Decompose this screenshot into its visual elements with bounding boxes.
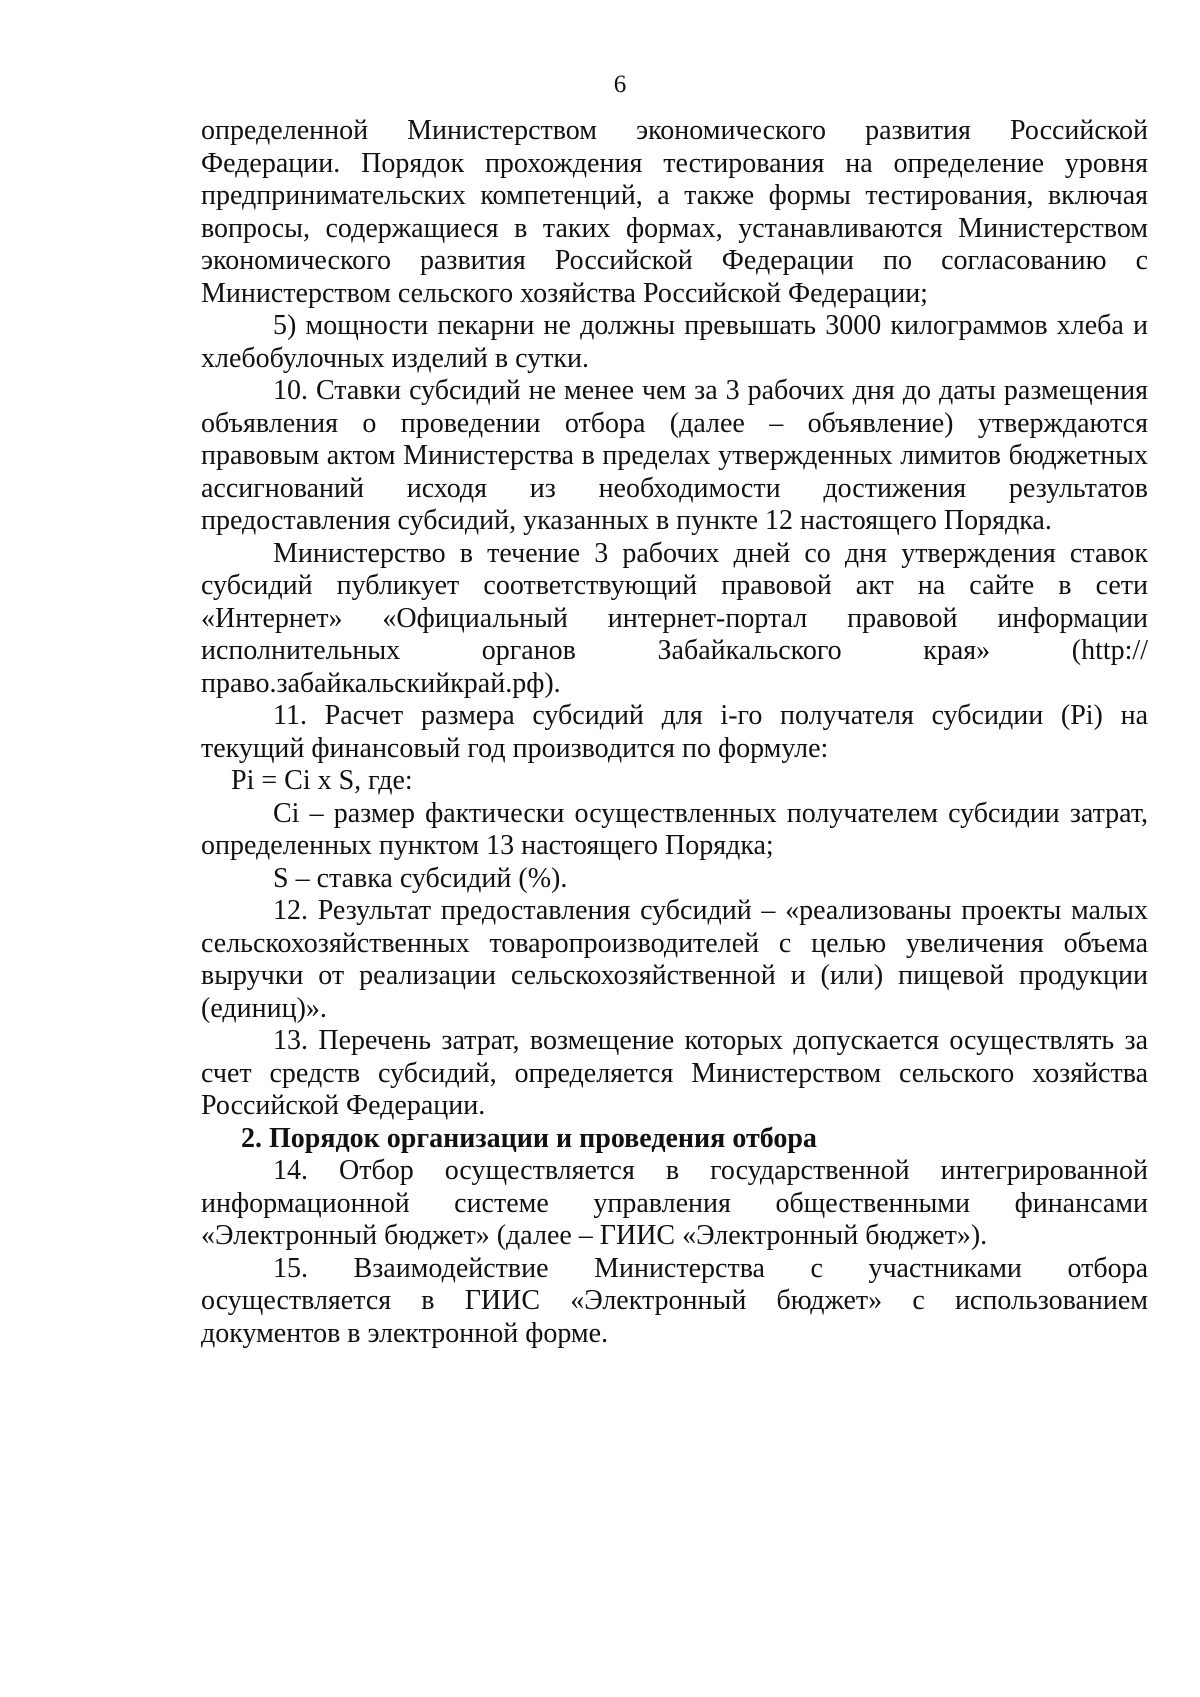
section-heading: 2. Порядок организации и проведения отбора: [241, 1122, 817, 1154]
paragraph-ci-definition: Ci – размер фактически осуществленных получателем субсидии затрат, определенных пунктом 13 настоящего Порядка;: [201, 797, 1148, 861]
paragraph-14: 14. Отбор осуществляется в государственной интегрированной информационной системе управления общественными финансами «Электронный бюджет» (далее – ГИИС «Электронный бюджет»).: [201, 1155, 1148, 1251]
formula: Pi = Ci x S, где:: [231, 765, 413, 796]
paragraph-publication: Министерство в течение 3 рабочих дней со дня утверждения ставок субсидий публикует соответствующий правовой акт на сайте в сети «Интернет» «Официальный интернет-портал правовой информации исполнительных органов Забайкальского края» (http://право.забайкальскийкрай.рф).: [201, 537, 1148, 699]
paragraph-15: 15. Взаимодействие Министерства с участниками отбора осуществляется в ГИИС «Электронный бюджет» с использованием документов в электронной форме.: [201, 1252, 1148, 1349]
page-number: 6: [613, 71, 627, 98]
paragraph-item-5: 5) мощности пекарни не должны превышать 3000 килограммов хлеба и хлебобулочных изделий в сутки.: [201, 310, 1148, 374]
paragraph-12: 12. Результат предоставления субсидий – «реализованы проекты малых сельскохозяйственных товаропроизводителей с целью увеличения объема выручки от реализации сельскохозяйственной и (или) пищевой продукции (единиц)».: [201, 895, 1148, 1024]
document-body: [201, 115, 1148, 1350]
paragraph-10: 10. Ставки субсидий не менее чем за 3 рабочих дня до даты размещения объявления о проведении отбора (далее – объявление) утверждаются правовым актом Министерства в пределах утвержденных лимитов бюджетных ассигнований исходя из необходимости достижения результатов предоставления субсидий, указанных в пункте 12 настоящего Порядка.: [201, 375, 1148, 536]
paragraph-continuation: определенной Министерством экономического развития Российской Федерации. Порядок прохождения тестирования на определение уровня предпринимательских компетенций, а также формы тестирования, включая вопросы, содержащиеся в таких формах, устанавливаются Министерством экономического развития Российской Федерации по согласованию с Министерством сельского хозяйства Российской Федерации;: [201, 115, 1148, 309]
paragraph-13: 13. Перечень затрат, возмещение которых допускается осуществлять за счет средств субсидий, определяется Министерством сельского хозяйства Российской Федерации.: [201, 1025, 1148, 1121]
paragraph-s-definition: S – ставка субсидий (%).: [273, 862, 568, 894]
paragraph-11: 11. Расчет размера субсидий для i-го получателя субсидии (Pi) на текущий финансовый год производится по формуле:: [201, 700, 1148, 764]
